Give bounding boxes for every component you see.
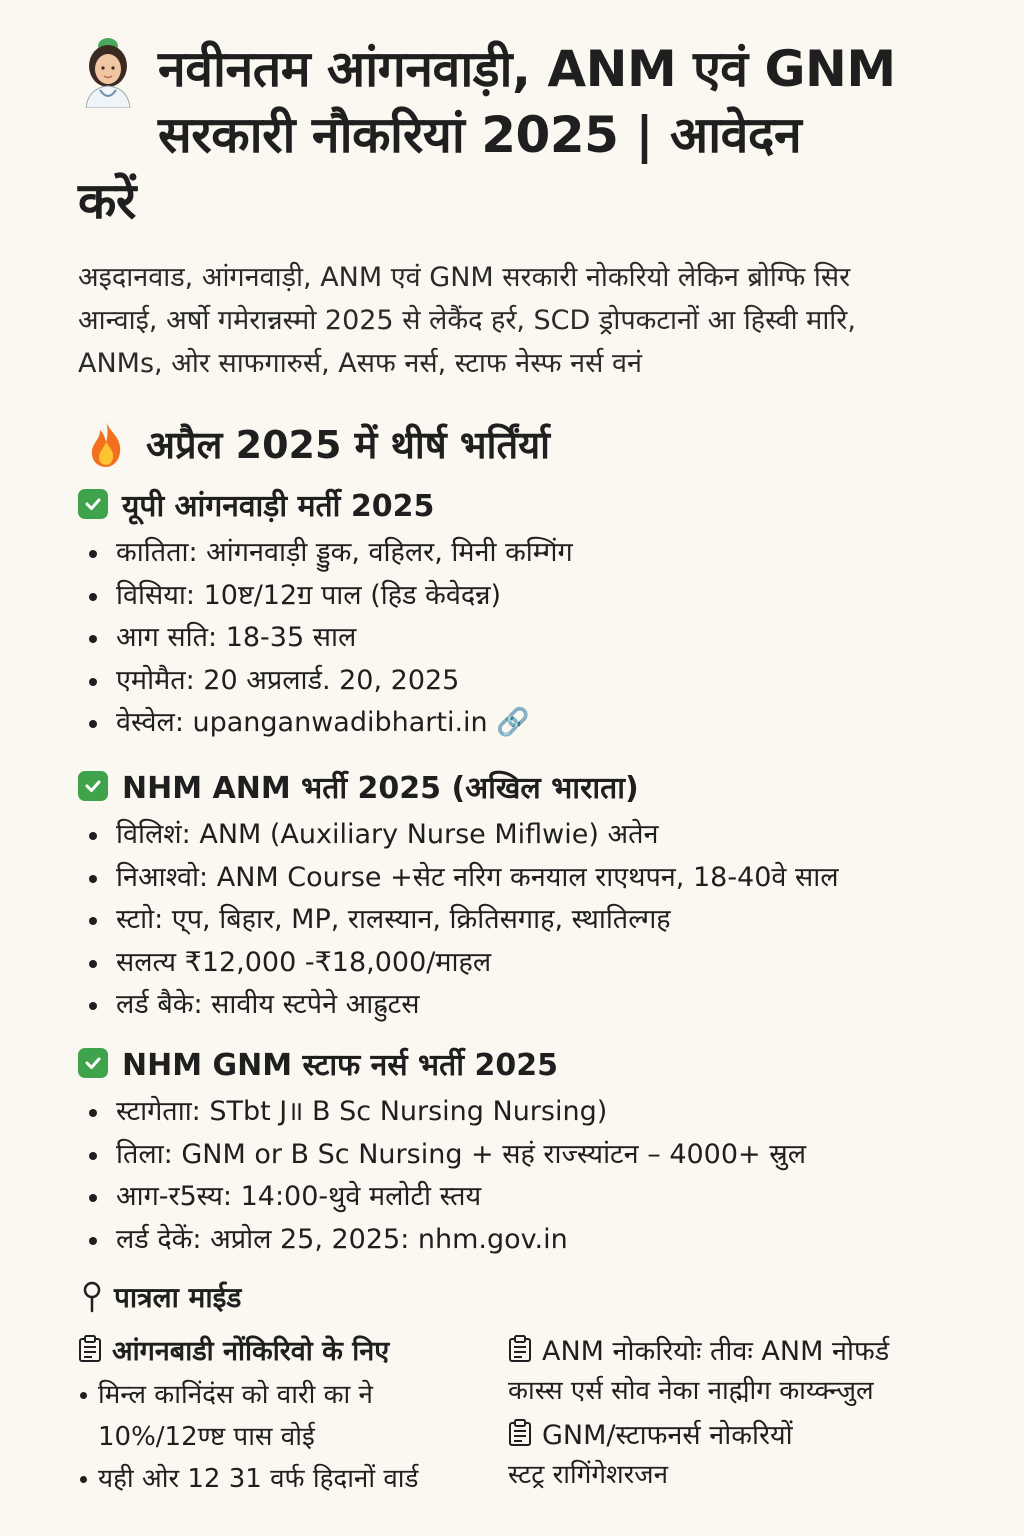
job-title-text: NHM ANM भर्ती 2025 (अखिल भाराता) (122, 770, 639, 806)
section-heading (86, 418, 550, 470)
list-item: निआश्वो: ANM Course +सेट नरिग कनयाल राएथपन, 18-40वे साल (78, 857, 978, 900)
nurse-avatar-icon (78, 36, 138, 108)
intro-paragraph (78, 256, 978, 385)
list-item: एमोमैत: 20 अप्रलार्ड. 20, 2025 (78, 660, 978, 703)
page-title (78, 36, 1018, 234)
sub-heading-text: आंगनबाडी नोंकिरिवो के निए (112, 1335, 390, 1367)
job-details-list (78, 1091, 978, 1261)
title-line-1: नवीनतम आंगनवाड़ी, ANM एवं GNM (158, 40, 896, 98)
job-card-nhm-gnm (78, 1041, 978, 1261)
list-item: लर्ड बैके: सावीय स्टपेने आह्रुटस (78, 984, 978, 1027)
clipboard-icon (508, 1335, 532, 1363)
website-link[interactable]: लर्ड देकें: अप्रोल 25, 2025: nhm.gov.in (78, 1219, 978, 1262)
check-icon (78, 771, 108, 801)
job-card-up-anganwadi (78, 482, 978, 745)
eligibility-title: पात्रला माईड (114, 1281, 242, 1314)
intro-line-2: आन्वाई, अर्षो गमेरान्नस्मो 2025 से लेकैंद हर्र, SCD ड्रोपकटानों आ हिस्वी मारि, (78, 305, 856, 336)
job-details-list (78, 532, 978, 745)
eligibility-heading (82, 1278, 241, 1316)
check-icon (78, 489, 108, 519)
job-title (78, 1041, 978, 1085)
sub-heading (508, 1328, 978, 1370)
list-item: कातिता: आंगनवाड़ी ड्डुक, वहिलर, मिनी कम्गिंग (78, 532, 978, 575)
list-item: आग सति: 18-35 साल (78, 617, 978, 660)
sub-heading-text: GNM/स्टाफनर्स नोकरियों (542, 1419, 793, 1451)
job-title-text: यूपी आंगनवाड़ी मर्ती 2025 (122, 488, 435, 524)
intro-line-1: अइदानवाड, आंगनवाड़ी, ANM एवं GNM सरकारी नोकरियो लेकिन ब्रोग्फि सिर (78, 262, 851, 293)
eligibility-text: कास्स एर्स सोव नेका नाह्मीग काय्क्न्जुल (508, 1376, 874, 1406)
intro-line-3: ANMs, ओर साफगारुर्स, Aसफ नर्स, स्टाफ नेस्फ नर्स वनं (78, 348, 642, 379)
clipboard-icon (78, 1335, 102, 1363)
pin-icon (82, 1281, 102, 1313)
list-item: सलत्य ₹12,000 -₹18,000/माहल (78, 942, 978, 985)
job-title-text: NHM GNM स्टाफ नर्स भर्ती 2025 (122, 1047, 558, 1083)
title-line-2: सरकारी नौकरियां 2025 | आवेदन (158, 106, 802, 164)
job-card-nhm-anm (78, 764, 978, 1027)
list-item: मिन्ल कानिंदंस को वारी का ने 10%/12ण्ष्ट पास वोई (78, 1374, 488, 1458)
check-icon (78, 1048, 108, 1078)
list-item: विसिया: 10ष्ट/12ॻ पाल (हिड केवेदन्न) (78, 575, 978, 618)
list-item: यही ओर 12 31 वर्फ हिदानों वार्ड (78, 1458, 488, 1500)
list-item: तिला: GNM or B Sc Nursing + सहं राज्स्यांटन – 4000+ स्रुल (78, 1134, 978, 1177)
list-item: विलिशं: ANM (Auxiliary Nurse Miflwie) अतेन (78, 814, 978, 857)
job-details-list (78, 814, 978, 1027)
sub-heading (508, 1412, 978, 1454)
job-title (78, 764, 978, 808)
sub-heading (78, 1328, 488, 1370)
website-link[interactable]: वेस्वेल: upanganwadibharti.in 🔗 (78, 702, 978, 745)
eligibility-text: स्टट्र रागिंगेशरजन (508, 1460, 669, 1490)
eligibility-list (78, 1374, 488, 1500)
clipboard-icon (508, 1419, 532, 1447)
eligibility-anm-gnm (508, 1328, 978, 1496)
list-item: आग-र5स्य: 14:00-थुवे मलोटी स्तय (78, 1176, 978, 1219)
list-item: स्टाो: ए्प, बिहार, MP, रालस्यान, क्रितिसगाह, स्थातिल्गह (78, 899, 978, 942)
sub-heading-text: ANM नोकरियोः तीवः ANM नोफर्ड (542, 1335, 890, 1367)
list-item: स्टागेताा: STbt J॥ B Sc Nursing Nursing) (78, 1091, 978, 1134)
section-title: अप्रैल 2025 में थीर्ष भर्तिंर्या (146, 423, 551, 467)
job-title (78, 482, 978, 526)
eligibility-anganwadi (78, 1328, 488, 1500)
fire-icon (86, 420, 126, 468)
title-line-3: करें (78, 172, 136, 230)
